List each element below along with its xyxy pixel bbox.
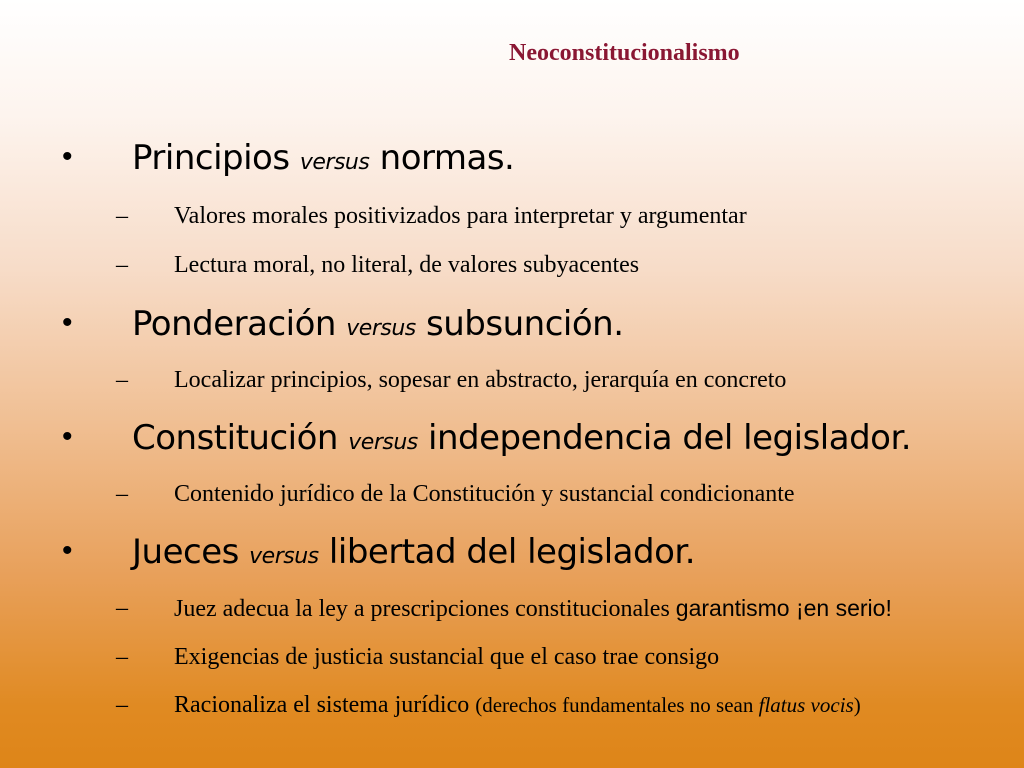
versus-label: versus	[249, 544, 319, 569]
versus-label: versus	[346, 316, 416, 341]
subitem: Lectura moral, no literal, de valores subyacentes	[174, 252, 640, 278]
dash-marker: –	[116, 692, 128, 718]
subitem: Exigencias de justicia sustancial que el caso trae consigo	[174, 644, 720, 670]
paren-italic-text: flatus vocis	[758, 693, 854, 717]
bullet-constitucion	[132, 418, 911, 458]
bullet-term: Constitución	[132, 418, 338, 458]
subitem-emphasis: garantismo ¡en serio!	[675, 595, 892, 621]
dash-marker: –	[116, 252, 128, 278]
bullet-term: Jueces	[132, 532, 239, 572]
bullet-marker: •	[62, 140, 73, 173]
bullet-ponderacion	[132, 304, 624, 344]
subitem	[174, 595, 892, 623]
dash-marker: –	[116, 367, 128, 393]
dash-marker: –	[116, 595, 128, 621]
bullet-marker: •	[62, 420, 73, 453]
bullet-counterterm: libertad del legislador.	[328, 532, 696, 572]
subitem: Localizar principios, sopesar en abstracto, jerarquía en concreto	[174, 367, 787, 393]
bullet-jueces	[132, 532, 695, 572]
versus-label: versus	[299, 150, 370, 175]
bullet-counterterm: subsunción.	[426, 304, 624, 344]
subitem-text: Juez adecua la ley a prescripciones constitucionales	[174, 596, 670, 622]
paren-close-text: )	[853, 693, 861, 717]
bullet-marker: •	[62, 306, 73, 339]
subitem-parenthetical	[475, 693, 860, 717]
bullet-term: Principios	[132, 138, 290, 178]
paren-open-text: (derechos fundamentales no sean	[475, 693, 754, 717]
dash-marker: –	[116, 644, 128, 670]
subitem: Valores morales positivizados para interpretar y argumentar	[174, 203, 747, 229]
bullet-principios	[132, 138, 514, 178]
slide-title: Neoconstitucionalismo	[509, 40, 740, 66]
dash-marker: –	[116, 481, 128, 507]
subitem-text: Racionaliza el sistema jurídico	[174, 692, 470, 718]
versus-label: versus	[348, 430, 418, 455]
bullet-counterterm: normas.	[379, 138, 515, 178]
dash-marker: –	[116, 203, 128, 229]
subitem: Contenido jurídico de la Constitución y sustancial condicionante	[174, 481, 795, 507]
bullet-counterterm: independencia del legislador.	[428, 418, 912, 458]
bullet-term: Ponderación	[132, 304, 336, 344]
subitem	[174, 692, 861, 719]
bullet-marker: •	[62, 534, 73, 567]
